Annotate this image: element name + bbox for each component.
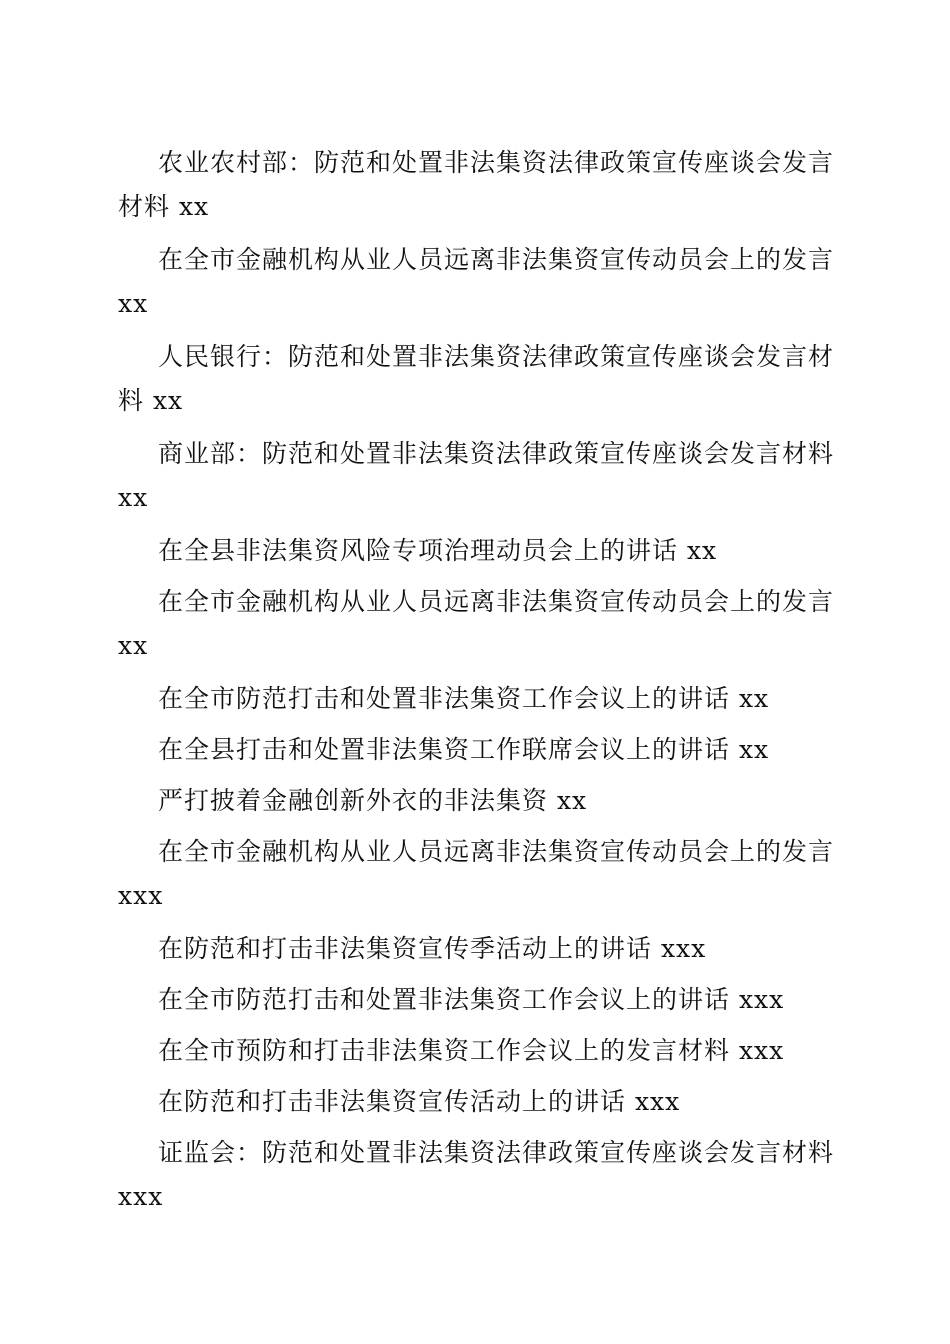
list-item — [118, 529, 822, 573]
list-item — [118, 1131, 835, 1219]
entry-line: 在全市金融机构从业人员远离非法集资宣传动员会上的发言 — [158, 587, 835, 616]
list-item — [118, 830, 835, 918]
entry-line: 人民银行：防范和处置非法集资法律政策宣传座谈会发言材 — [158, 342, 835, 371]
speech-title-list — [118, 141, 835, 1228]
entry-continuation: xxx — [118, 1182, 164, 1211]
entry-continuation: xx — [118, 483, 149, 512]
entry-line: 农业农村部：防范和处置非法集资法律政策宣传座谈会发言 — [158, 148, 835, 177]
list-item — [118, 677, 822, 721]
list-item — [118, 141, 835, 229]
list-item — [118, 432, 835, 520]
entry-line: 证监会：防范和处置非法集资法律政策宣传座谈会发言材料 — [158, 1138, 835, 1167]
entry-line: 在防范和打击非法集资宣传季活动上的讲话 xxx — [158, 934, 707, 963]
entry-line: 严打披着金融创新外衣的非法集资 xx — [158, 786, 588, 815]
entry-line: 在全市金融机构从业人员远离非法集资宣传动员会上的发言 — [158, 837, 835, 866]
entry-line: 在全市防范打击和处置非法集资工作会议上的讲话 xx — [158, 684, 770, 713]
entry-line: 在全县非法集资风险专项治理动员会上的讲话 xx — [158, 536, 718, 565]
list-item — [118, 978, 822, 1022]
list-item — [118, 1029, 822, 1073]
list-item — [118, 580, 835, 668]
entry-line: 商业部：防范和处置非法集资法律政策宣传座谈会发言材料 — [158, 439, 835, 468]
entry-line: 在防范和打击非法集资宣传活动上的讲话 xxx — [158, 1087, 681, 1116]
list-item — [118, 335, 835, 423]
list-item — [118, 779, 822, 823]
entry-line: 在全市预防和打击非法集资工作会议上的发言材料 xxx — [158, 1036, 785, 1065]
entry-line: 在全县打击和处置非法集资工作联席会议上的讲话 xx — [158, 735, 770, 764]
list-item — [118, 1080, 822, 1124]
entry-continuation: 材料 xx — [118, 192, 210, 221]
entry-continuation: xxx — [118, 881, 164, 910]
entry-continuation: 料 xx — [118, 386, 184, 415]
list-item — [118, 927, 822, 971]
entry-continuation: xx — [118, 631, 149, 660]
entry-line: 在全市金融机构从业人员远离非法集资宣传动员会上的发言 — [158, 245, 835, 274]
list-item — [118, 238, 835, 326]
entry-line: 在全市防范打击和处置非法集资工作会议上的讲话 xxx — [158, 985, 785, 1014]
list-item — [118, 728, 822, 772]
entry-continuation: xx — [118, 289, 149, 318]
